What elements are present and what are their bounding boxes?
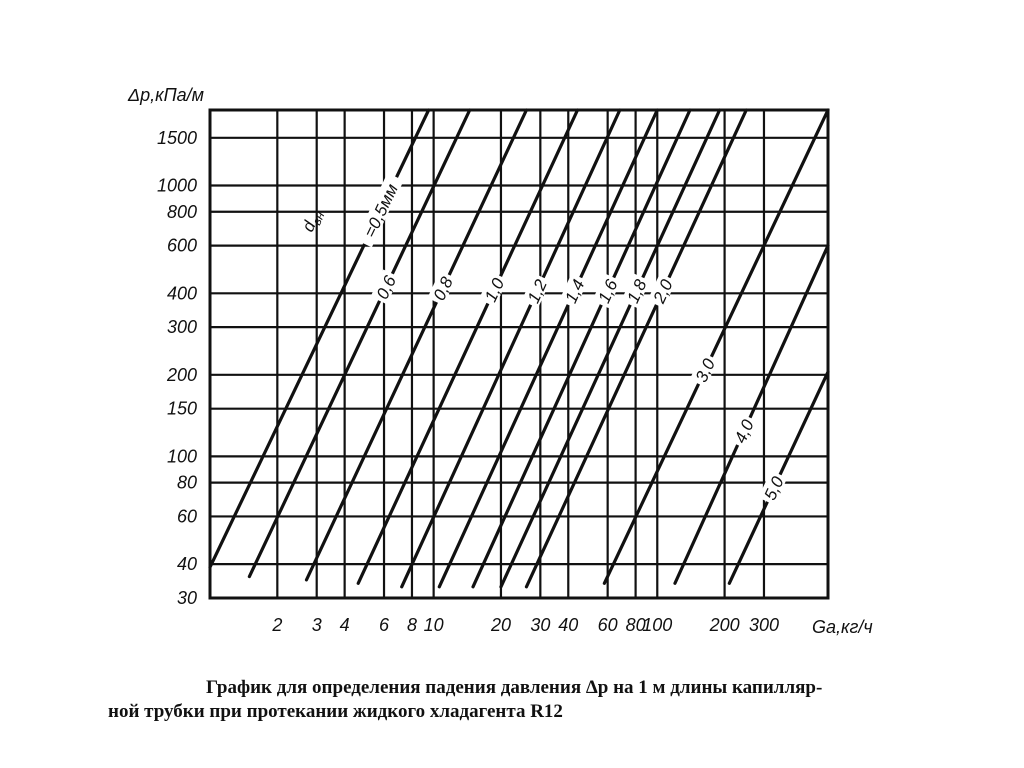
series-label: 4,0 — [730, 416, 758, 447]
y-tick-label: 400 — [166, 283, 197, 304]
y-tick-label: 150 — [166, 398, 197, 419]
y-tick-label: 600 — [166, 235, 197, 256]
series-label: 2,0 — [649, 276, 677, 307]
series-label-group — [729, 414, 760, 450]
series-label-group — [522, 273, 553, 309]
x-tick-label: 3 — [311, 615, 322, 635]
y-tick-label: 1000 — [156, 175, 197, 196]
grid-lines — [210, 110, 828, 598]
x-tick-label: 300 — [748, 615, 779, 635]
series-label: 5,0 — [760, 473, 788, 504]
series-label: 1,2 — [523, 276, 551, 307]
series-line — [501, 110, 720, 587]
x-tick-label: 8 — [406, 615, 417, 635]
series-label-d-prefix: $d_{вн}$ — [298, 209, 328, 235]
x-tick-label: 2 — [272, 615, 283, 635]
series-label-group — [559, 273, 590, 309]
x-tick-label: 4 — [339, 615, 350, 635]
y-tick-label: 80 — [176, 472, 197, 493]
series-label-group — [592, 273, 623, 309]
series-label-group — [621, 273, 652, 309]
figure-caption — [108, 676, 928, 724]
y-tick-labels — [157, 128, 197, 608]
y-tick-label: 100 — [166, 446, 197, 467]
series-label: 1,0 — [481, 275, 509, 305]
series-label-group — [371, 269, 402, 305]
series-label: =0,5мм — [360, 181, 402, 241]
x-tick-label: 40 — [558, 615, 579, 635]
series-label: 1,4 — [561, 276, 589, 307]
y-tick-label: 60 — [176, 506, 197, 527]
series-label: 3,0 — [691, 355, 720, 386]
y-tick-label: 300 — [166, 317, 197, 338]
series-line — [306, 110, 526, 580]
x-tick-label: 6 — [379, 615, 390, 635]
x-tick-labels — [271, 615, 779, 635]
x-tick-label: 30 — [530, 615, 551, 635]
x-tick-label: 60 — [597, 615, 618, 635]
series-label: 1,8 — [623, 276, 651, 307]
x-tick-label: 200 — [709, 615, 740, 635]
series-label: 1,6 — [594, 276, 622, 307]
y-tick-label: 200 — [166, 364, 197, 385]
y-tick-label: 40 — [176, 554, 197, 575]
y-axis-title: Δp,кПа/м — [128, 85, 204, 105]
y-tick-label: 1500 — [156, 127, 197, 148]
series-label-group — [647, 273, 678, 309]
series-label: 0,8 — [429, 274, 457, 304]
series-lines — [210, 110, 828, 587]
series-line — [439, 110, 657, 587]
plot-frame — [210, 110, 828, 598]
series-label-group — [690, 352, 721, 388]
y-tick-label: 800 — [166, 201, 197, 222]
series-label: 0,6 — [372, 272, 401, 303]
x-axis-title: Ga,кг/ч — [812, 617, 873, 637]
x-tick-label: 100 — [642, 615, 673, 635]
series-label-group — [427, 271, 458, 307]
series-label-group — [479, 272, 510, 308]
x-tick-label: 80 — [625, 615, 646, 635]
x-tick-label: 10 — [423, 615, 444, 635]
series-label-group — [356, 173, 406, 248]
y-tick-label: 30 — [176, 588, 197, 608]
caption-line-2: ной трубки при протекании жидкого хладагента R12 — [108, 701, 563, 722]
caption-line-1: График для определения падения давления Δp на 1 м длины капилляр- — [206, 677, 823, 698]
x-tick-label: 20 — [490, 615, 511, 635]
